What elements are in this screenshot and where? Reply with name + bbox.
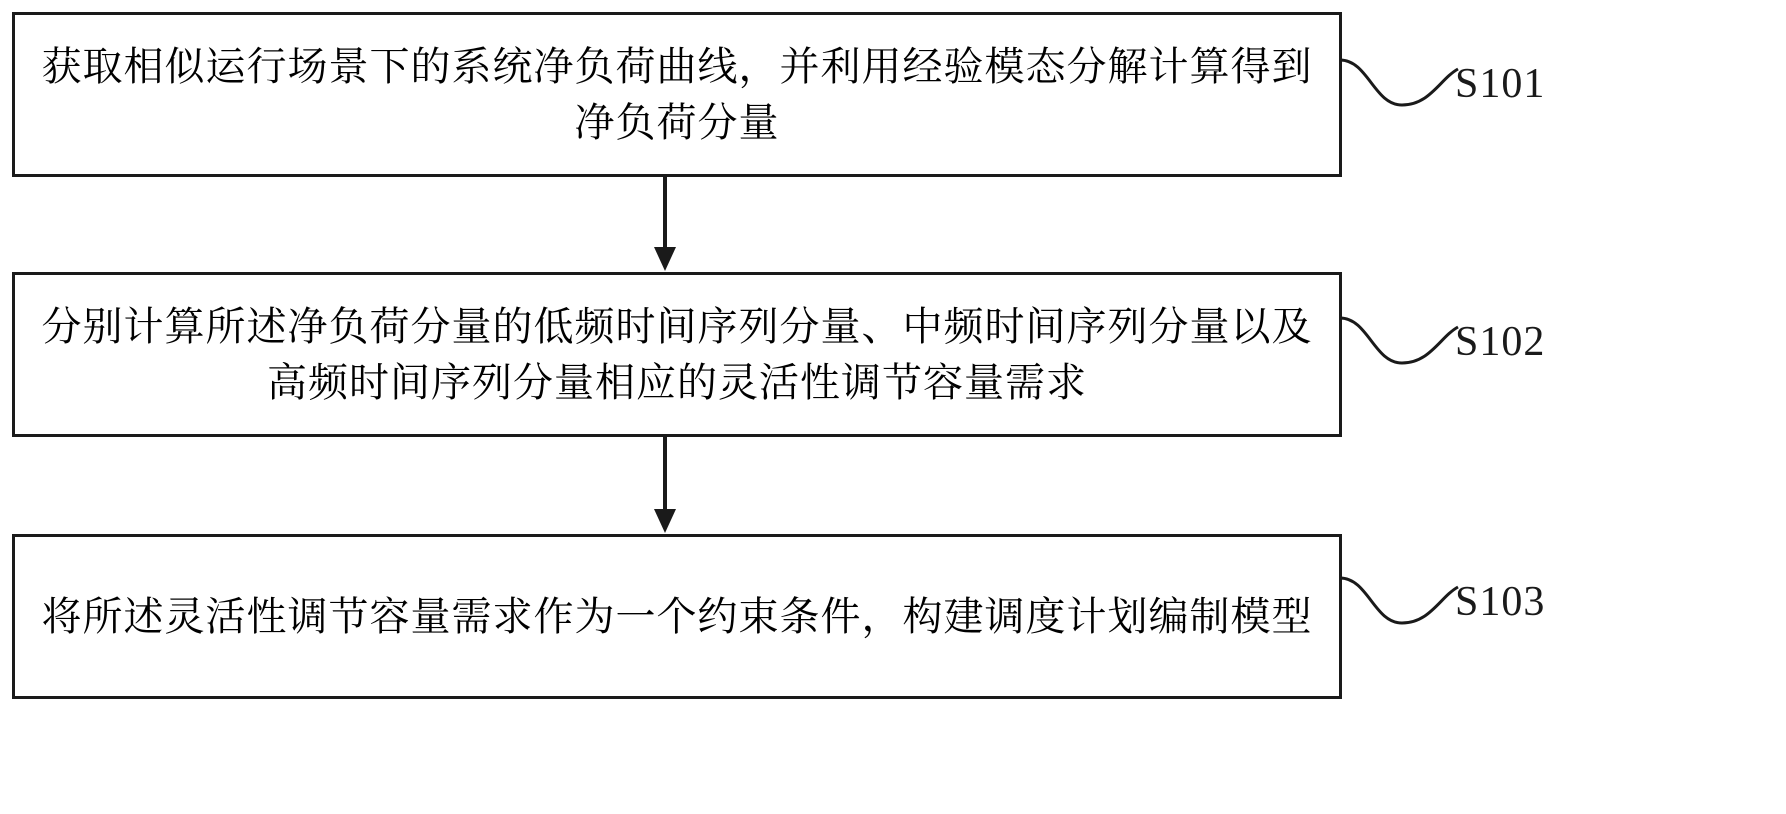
connector-s102-s103 (640, 437, 690, 535)
flowchart-step-s103-label: S103 (1455, 579, 1546, 625)
flowchart-step-s102-label: S102 (1455, 319, 1546, 365)
leader-line-s101 (1340, 55, 1460, 115)
flowchart-step-s101 (12, 12, 1342, 177)
leader-line-s102 (1340, 313, 1460, 373)
flowchart-step-s103-text: 将所述灵活性调节容量需求作为一个约束条件，构建调度计划编制模型 (41, 593, 1313, 639)
connector-s101-s102 (640, 177, 690, 273)
leader-line-s103 (1340, 573, 1460, 633)
flowchart-step-s101-label: S101 (1455, 61, 1546, 107)
flowchart-step-s102-text: 分别计算所述净负荷分量的低频时间序列分量、中频时间序列分量以及高频时间序列分量相应的灵活性调节容量需求 (41, 304, 1313, 405)
flowchart-step-s102 (12, 272, 1342, 437)
flowchart-step-s103 (12, 534, 1342, 699)
flowchart-step-s101-text: 获取相似运行场景下的系统净负荷曲线，并利用经验模态分解计算得到净负荷分量 (41, 44, 1313, 145)
